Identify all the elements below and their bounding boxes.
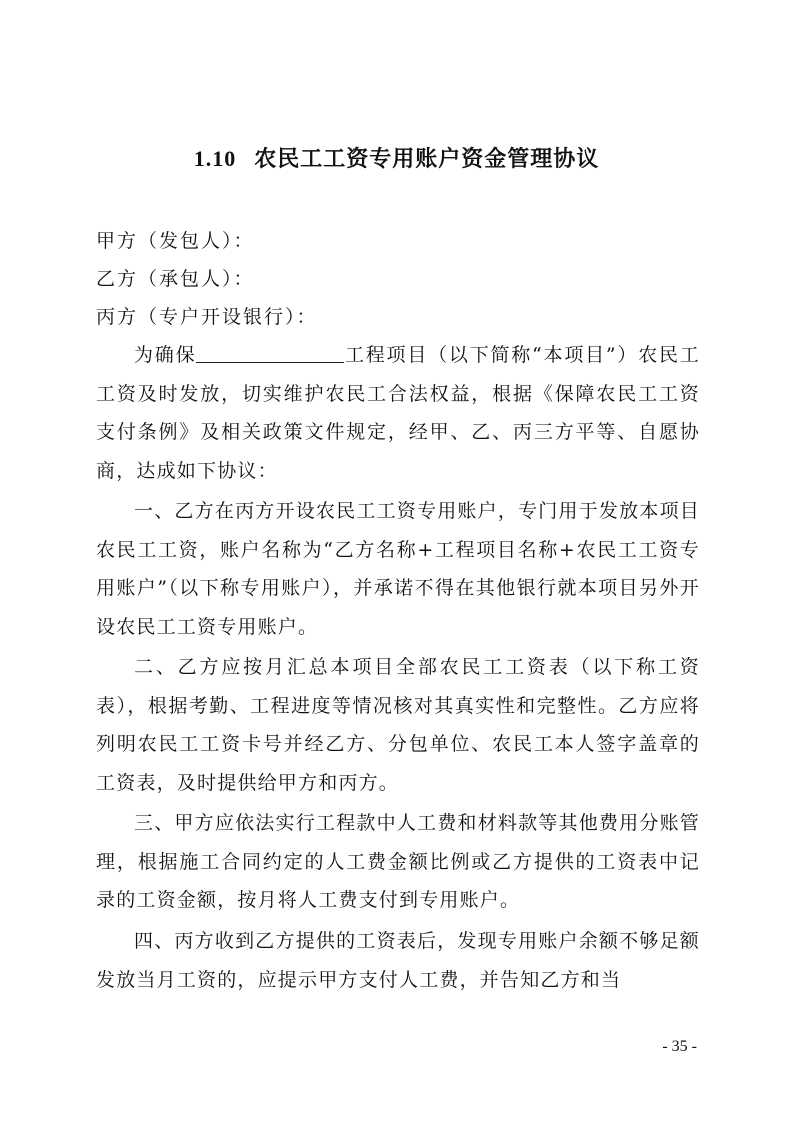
title-text: 农民工工资专用账户资金管理协议 bbox=[254, 146, 600, 172]
clause-1: 一、乙方在丙方开设农民工工资专用账户，专门用于发放本项目农民工工资，账户名称为“乙方名称+工程项目名称+农民工工资专用账户”（以下称专用账户），并承诺不得在其他银行就本项目另外开设农民工工资专用账户。 bbox=[96, 500, 700, 638]
clause-3: 三、甲方应依法实行工程款中人工费和材料款等其他费用分账管理，根据施工合同约定的人工费金额比例或乙方提供的工资表中记录的工资金额，按月将人工费支付到专用账户。 bbox=[96, 812, 700, 912]
intro-paragraph bbox=[96, 336, 700, 490]
clause-2: 二、乙方应按月汇总本项目全部农民工工资表（以下称工资表），根据考勤、工程进度等情况核对其真实性和完整性。乙方应将列明农民工工资卡号并经乙方、分包单位、农民工本人签字盖章的工资表，及时提供给甲方和丙方。 bbox=[96, 656, 700, 794]
document-title bbox=[0, 142, 793, 173]
clause-4: 四、丙方收到乙方提供的工资表后，发现专用账户余额不够足额发放当月工资的，应提示甲方支付人工费，并告知乙方和当 bbox=[96, 930, 700, 991]
intro-before-blank: 为确保 bbox=[134, 344, 197, 366]
party-b-line: 乙方（承包人）： bbox=[96, 268, 255, 290]
project-name-blank bbox=[196, 344, 344, 363]
party-c-line: 丙方（专户开设银行）： bbox=[96, 306, 318, 328]
section-number: 1.10 bbox=[193, 146, 237, 171]
page-number: - 35 - bbox=[662, 1038, 697, 1055]
intro-after-blank: 工程项目（以下简称“本项目”）农民工工资及时发放，切实维护农民工合法权益，根据《保障农民工工资支付条例》及相关政策文件规定，经甲、乙、丙三方平等、自愿协商，达成如下协议： bbox=[96, 344, 700, 482]
party-a-line: 甲方（发包人）： bbox=[96, 230, 255, 252]
